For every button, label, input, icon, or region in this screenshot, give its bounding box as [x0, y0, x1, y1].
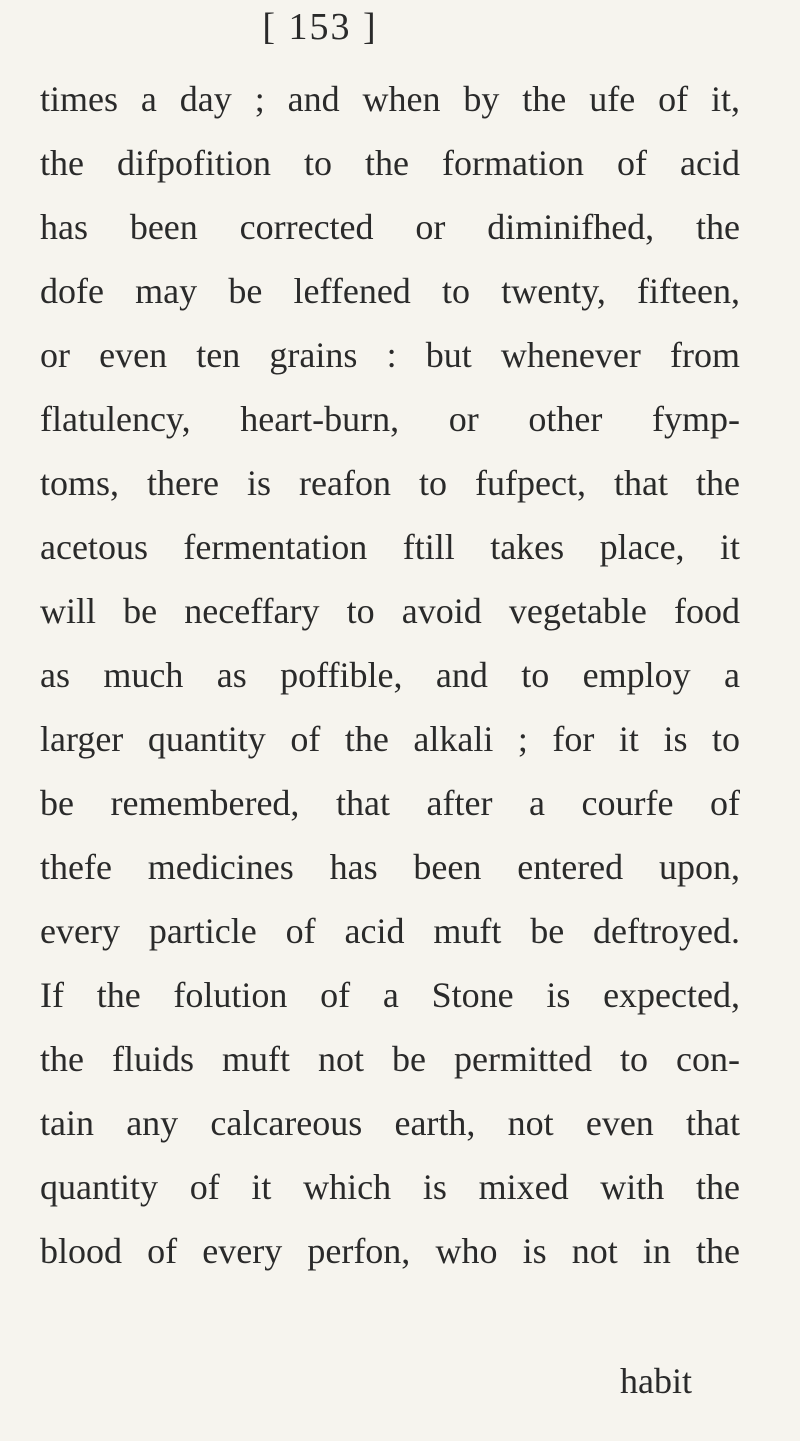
text-line: will be neceffary to avoid vegetable food: [40, 591, 740, 631]
catchword: habit: [620, 1361, 692, 1401]
text-line: the difpofition to the formation of acid: [40, 143, 740, 183]
text-line: as much as poffible, and to employ a: [40, 655, 740, 695]
text-line: flatulency, heart-burn, or other fymp-: [40, 399, 740, 439]
text-line: times a day ; and when by the ufe of it,: [40, 79, 740, 119]
text-line: dofe may be leffened to twenty, fifteen,: [40, 271, 740, 311]
text-line: thefe medicines has been entered upon,: [40, 847, 740, 887]
text-line: toms, there is reafon to fufpect, that the: [40, 463, 740, 503]
text-line: has been corrected or diminifhed, the: [40, 207, 740, 247]
text-line: quantity of it which is mixed with the: [40, 1167, 740, 1207]
text-line: larger quantity of the alkali ; for it is to: [40, 719, 740, 759]
text-line: blood of every perfon, who is not in the: [40, 1231, 740, 1271]
text-line: the fluids muft not be permitted to con-: [40, 1039, 740, 1079]
text-line: acetous fermentation ftill takes place, it: [40, 527, 740, 567]
text-line: If the folution of a Stone is expected,: [40, 975, 740, 1015]
text-line: every particle of acid muft be deftroyed.: [40, 911, 740, 951]
text-line: or even ten grains : but whenever from: [40, 335, 740, 375]
body-text: [40, 67, 740, 1283]
text-line: be remembered, that after a courfe of: [40, 783, 740, 823]
page-number: [ 153 ]: [262, 6, 378, 48]
text-line: tain any calcareous earth, not even that: [40, 1103, 740, 1143]
